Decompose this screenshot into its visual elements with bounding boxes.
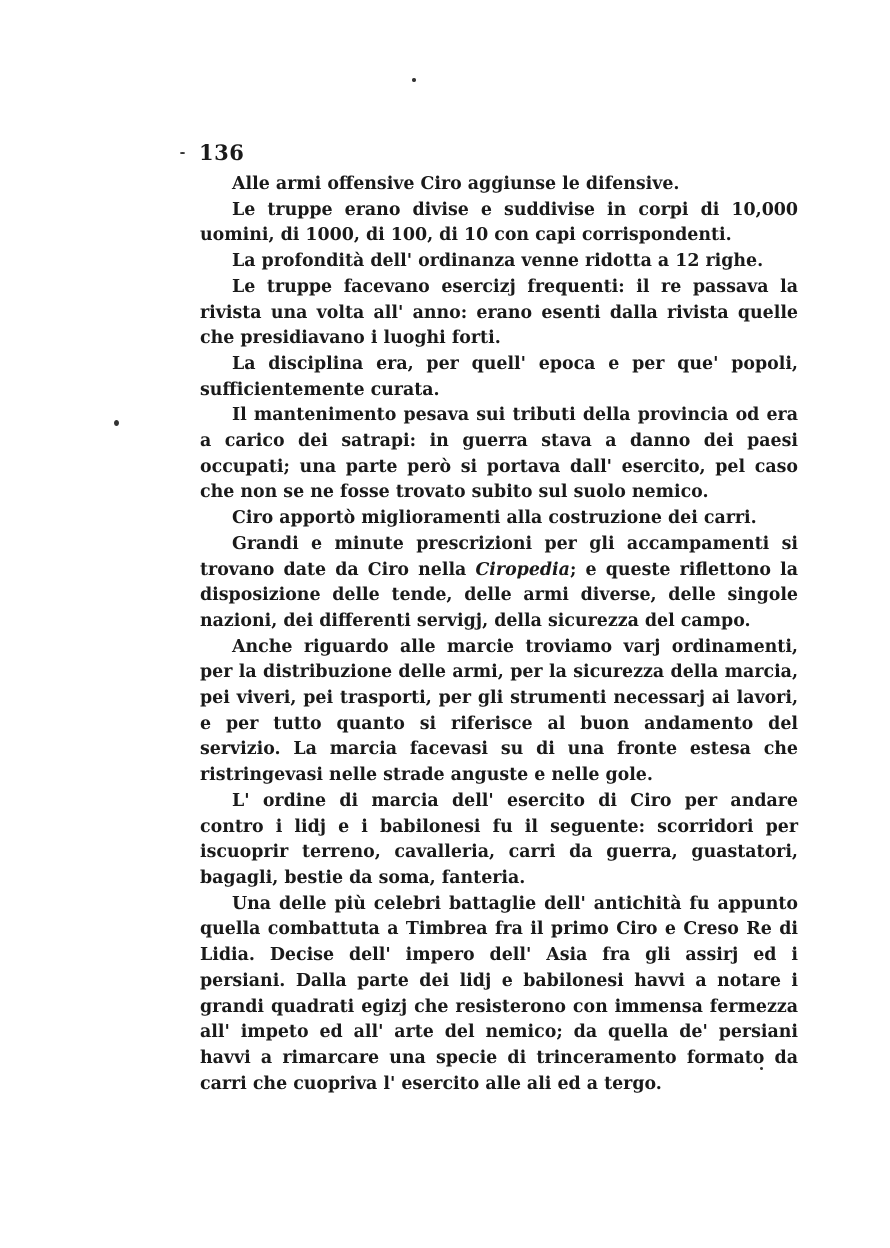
paragraph-8-end: ; e queste riflettono la disposizione delle tende, delle armi diverse, delle singole nazioni, dei differenti servigj, della sicurezza del campo. (200, 559, 798, 631)
paragraph-11: Una delle più celebri battaglie dell' antichità fu appunto quella combattuta a Timbrea fra il primo Ciro e Creso Re di Lidia. Decise dell' impero dell' Asia fra gli assirj ed i persiani. Dalla parte dei lidj e babilonesi havvi a notare i grandi quadrati egizj che resisterono con immensa fermezza all' impeto ed all' arte del nemico; da quella de' persiani havvi a rimarcare una specie di trinceramento formato da carri che cuopriva l' esercito alle ali ed a tergo. (200, 893, 798, 1094)
page-number: 136 (199, 140, 245, 165)
paragraph-9: Anche riguardo alle marcie troviamo varj ordinamenti, per la distribuzione delle armi, per la sicurezza della marcia, pei viveri, pei trasporti, per gli strumenti necessarj ai lavori, e per tutto quanto si riferisce al buon andamento del servizio. La marcia facevasi su di una fronte estesa che ristringevasi nelle strade anguste e nelle gole. (200, 636, 798, 786)
paragraph-8-start: Grandi e minute prescrizioni per gli accampamenti si trovano date da Ciro nella (200, 533, 798, 580)
ink-speck (180, 152, 185, 154)
paragraph-5: La disciplina era, per quell' epoca e per que' popoli, sufficientemente curata. (200, 353, 798, 400)
paragraph-8 (200, 532, 798, 635)
body-text (200, 172, 798, 1097)
paragraph-1: Alle armi offensive Ciro aggiunse le difensive. (232, 174, 680, 194)
paragraph-10: L' ordine di marcia dell' esercito di Ciro per andare contro i lidj e i babilonesi fu il seguente: scorridori per iscuoprir terreno, cavalleria, carri da guerra, guastatori, bagagli, bestie da soma, fanteria. (200, 790, 798, 888)
paragraph-4: Le truppe facevano esercizj frequenti: il re passava la rivista una volta all' anno: erano esenti dalla rivista quelle che presidiavano i luoghi forti. (200, 276, 798, 349)
book-title-ciropedia: Ciropedia (475, 559, 570, 580)
ink-speck (412, 78, 416, 82)
paragraph-6: Il mantenimento pesava sui tributi della provincia od era a carico dei satrapi: in guerra stava a danno dei paesi occupati; una parte però si portava dall' esercito, pel caso che non se ne fosse trovato subito sul suolo nemico. (200, 405, 798, 503)
ink-speck (114, 420, 119, 426)
paragraph-7: Ciro apportò miglioramenti alla costruzione dei carri. (232, 508, 757, 529)
paragraph-2: Le truppe erano divise e suddivise in corpi di 10,000 uomini, di 1000, di 100, di 10 con capi corrispondenti. (200, 199, 798, 246)
paragraph-3: La profondità dell' ordinanza venne ridotta a 12 righe. (232, 251, 764, 272)
